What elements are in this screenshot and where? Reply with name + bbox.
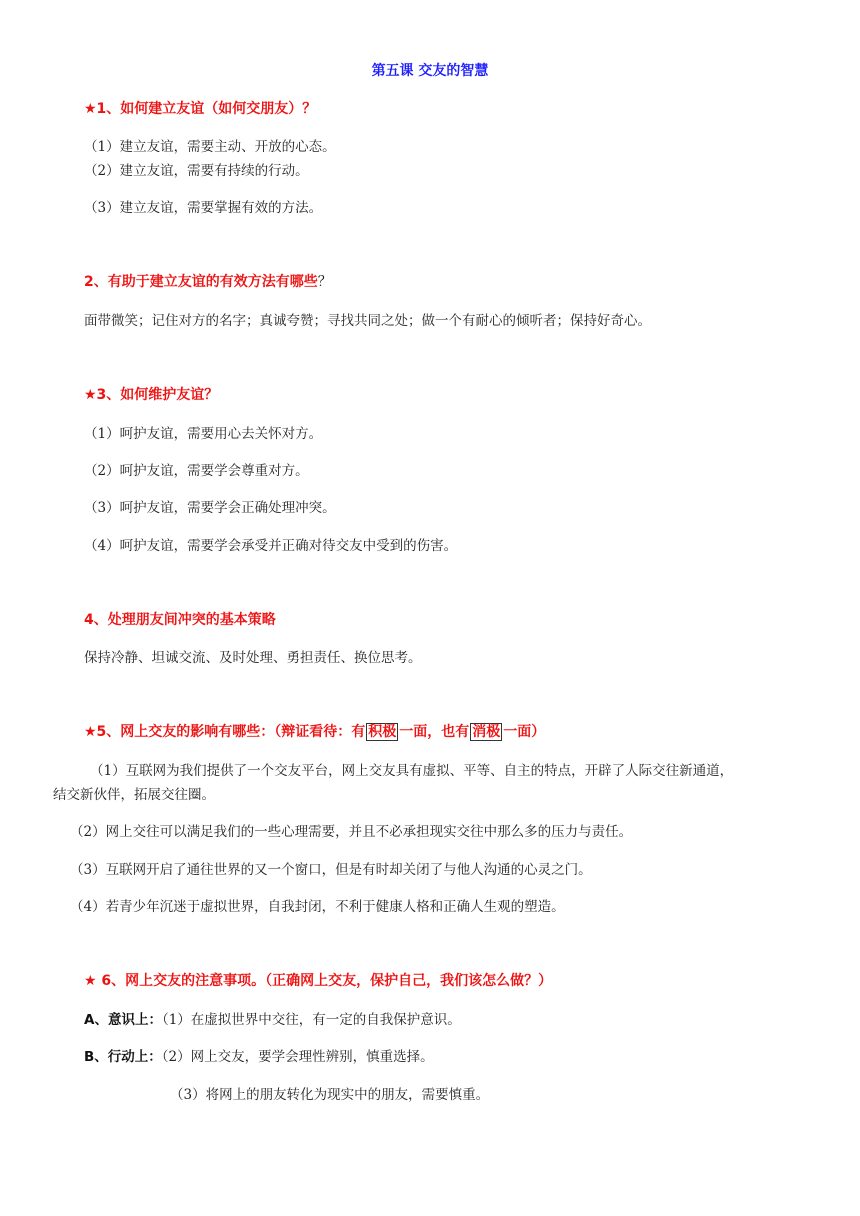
q4-answer: 保持冷静、坦诚交流、及时处理、勇担责任、换位思考。	[84, 650, 422, 666]
q2-answer: 面带微笑；记住对方的名字；真诚夸赞；寻找共同之处；做一个有耐心的倾听者；保持好奇心。	[84, 313, 651, 329]
q1-item-1: （1）建立友谊，需要主动、开放的心态。	[84, 139, 336, 155]
q3-item-2: （2）呵护友谊，需要学会尊重对方。	[84, 463, 309, 479]
page-title: 第五课 交友的智慧	[371, 63, 489, 79]
question-5-heading	[84, 721, 545, 741]
q6-a-text: （1）在虚拟世界中交往，有一定的自我保护意识。	[161, 1012, 461, 1028]
q5-item-2: （2）网上交往可以满足我们的一些心理需要，并且不必承担现实交往中那么多的压力与责任。	[70, 824, 633, 840]
q5-heading-part-c: 一面）	[503, 724, 546, 740]
question-6-heading: ★ 6、网上交友的注意事项。（正确网上交友，保护自己，我们该怎么做？）	[84, 973, 553, 989]
question-1-heading: ★1、如何建立友谊（如何交朋友）？	[84, 101, 317, 117]
question-3-heading: ★3、如何维护友谊？	[84, 387, 219, 403]
question-2-heading-text: 2、有助于建立友谊的有效方法有哪些	[84, 274, 318, 290]
q6-point-a	[84, 1008, 461, 1028]
q6-b-label: B、行动上：	[84, 1049, 162, 1065]
q5-item-1-line-2: 结交新伙伴，拓展交往圈。	[53, 787, 215, 803]
q5-heading-part-a: ★5、网上交友的影响有哪些：（辩证看待：有	[84, 724, 366, 740]
q6-b-text-2: （3）将网上的朋友转化为现实中的朋友，需要慎重。	[170, 1087, 490, 1103]
q5-boxed-negative: 消极	[472, 724, 501, 740]
q3-item-3: （3）呵护友谊，需要学会正确处理冲突。	[84, 500, 336, 516]
q5-boxed-positive: 积极	[368, 724, 397, 740]
q6-b-text: （2）网上交友，要学会理性辨别，慎重选择。	[161, 1049, 434, 1065]
q5-item-1-line-1: （1）互联网为我们提供了一个交友平台，网上交友具有虚拟、平等、自主的特点，开辟了人际交往新通道，	[90, 763, 734, 779]
q5-heading-part-b: 一面，也有	[399, 724, 470, 740]
q3-item-4: （4）呵护友谊，需要学会承受并正确对待交友中受到的伤害。	[84, 538, 458, 554]
question-4-heading: 4、处理朋友间冲突的基本策略	[84, 612, 276, 628]
q6-point-b	[84, 1045, 434, 1065]
question-2-heading-tail: ？	[317, 274, 332, 290]
q5-item-3: （3）互联网开启了通往世界的又一个窗口，但是有时却关闭了与他人沟通的心灵之门。	[70, 862, 592, 878]
q3-item-1: （1）呵护友谊，需要用心去关怀对方。	[84, 426, 323, 442]
q1-item-3: （3）建立友谊，需要掌握有效的方法。	[84, 200, 323, 216]
question-2-heading	[84, 271, 332, 291]
q6-a-label: A、意识上：	[84, 1012, 162, 1028]
q1-item-2: （2）建立友谊，需要有持续的行动。	[84, 163, 309, 179]
q5-item-4: （4）若青少年沉迷于虚拟世界，自我封闭，不利于健康人格和正确人生观的塑造。	[70, 899, 565, 915]
